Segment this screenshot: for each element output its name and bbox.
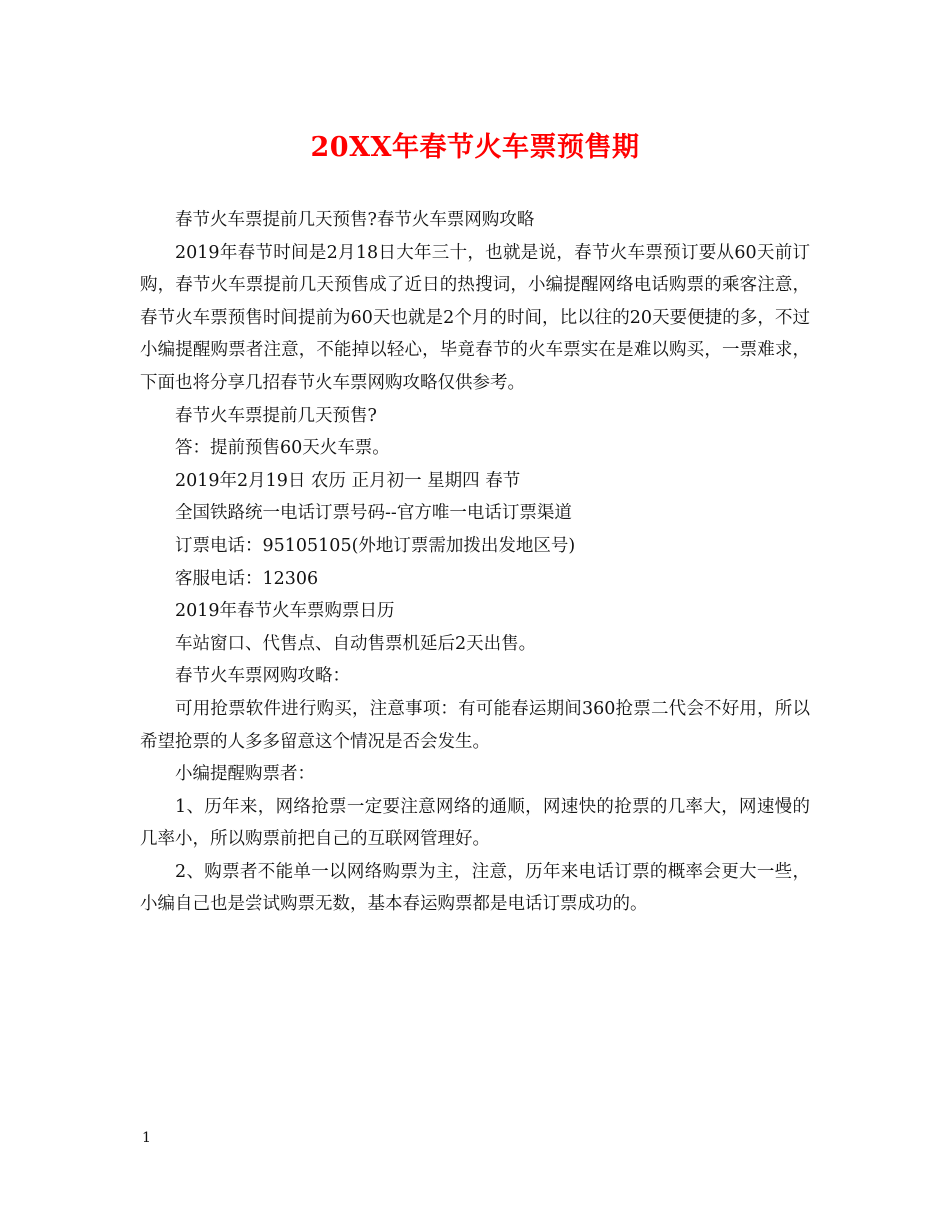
paragraph-phone-intro: 全国铁路统一电话订票号码--官方唯一电话订票渠道 bbox=[175, 503, 572, 524]
document-title: 20XX年春节火车票预售期 bbox=[310, 132, 640, 163]
paragraph-question: 春节火车票提前几天预售? bbox=[175, 405, 377, 426]
paragraph-intro: 2019年春节时间是2月18日大年三十，也就是说，春节火车票预订要从60天前订购，春节火车票提前几天预售成了近日的热搜词，小编提醒网络电话购票的乘客注意，春节火车票预售时间提前为60天也就是2个月的时间，比以往的20天要便捷的多，不过小编提醒购票者注意，不能掉以轻心，毕竟春节的火车票实在是难以购买，一票难求，下面也将分享几招春节火车票网购攻略仅供参考。 bbox=[140, 242, 810, 393]
paragraph-reminder-heading: 小编提醒购票者： bbox=[175, 764, 315, 785]
paragraph-service-phone: 客服电话：12306 bbox=[175, 568, 319, 589]
paragraph-tip-2: 2、购票者不能单一以网络购票为主，注意，历年来电话订票的概率会更大一些，小编自己也是尝试购票无数，基本春运购票都是电话订票成功的。 bbox=[140, 861, 810, 915]
document-body bbox=[140, 204, 810, 921]
paragraph-software: 可用抢票软件进行购买，注意事项：有可能春运期间360抢票二代会不好用，所以希望抢票的人多多留意这个情况是否会发生。 bbox=[140, 698, 810, 752]
paragraph-guide-heading: 春节火车票网购攻略： bbox=[175, 666, 350, 687]
paragraph-booking-phone: 订票电话：95105105(外地订票需加拨出发地区号) bbox=[175, 535, 576, 556]
paragraph-window-sale: 车站窗口、代售点、自动售票机延后2天出售。 bbox=[175, 633, 537, 654]
paragraph-tip-1: 1、历年来，网络抢票一定要注意网络的通顺，网速快的抢票的几率大，网速慢的几率小，所以购票前把自己的互联网管理好。 bbox=[140, 796, 810, 850]
paragraph-calendar: 2019年春节火车票购票日历 bbox=[175, 601, 395, 622]
paragraph-date: 2019年2月19日 农历 正月初一 星期四 春节 bbox=[175, 470, 521, 491]
paragraph-subtitle: 春节火车票提前几天预售?春节火车票网购攻略 bbox=[175, 210, 535, 230]
page-number: 1 bbox=[142, 1130, 151, 1146]
paragraph-answer: 答：提前预售60天火车票。 bbox=[175, 438, 390, 459]
